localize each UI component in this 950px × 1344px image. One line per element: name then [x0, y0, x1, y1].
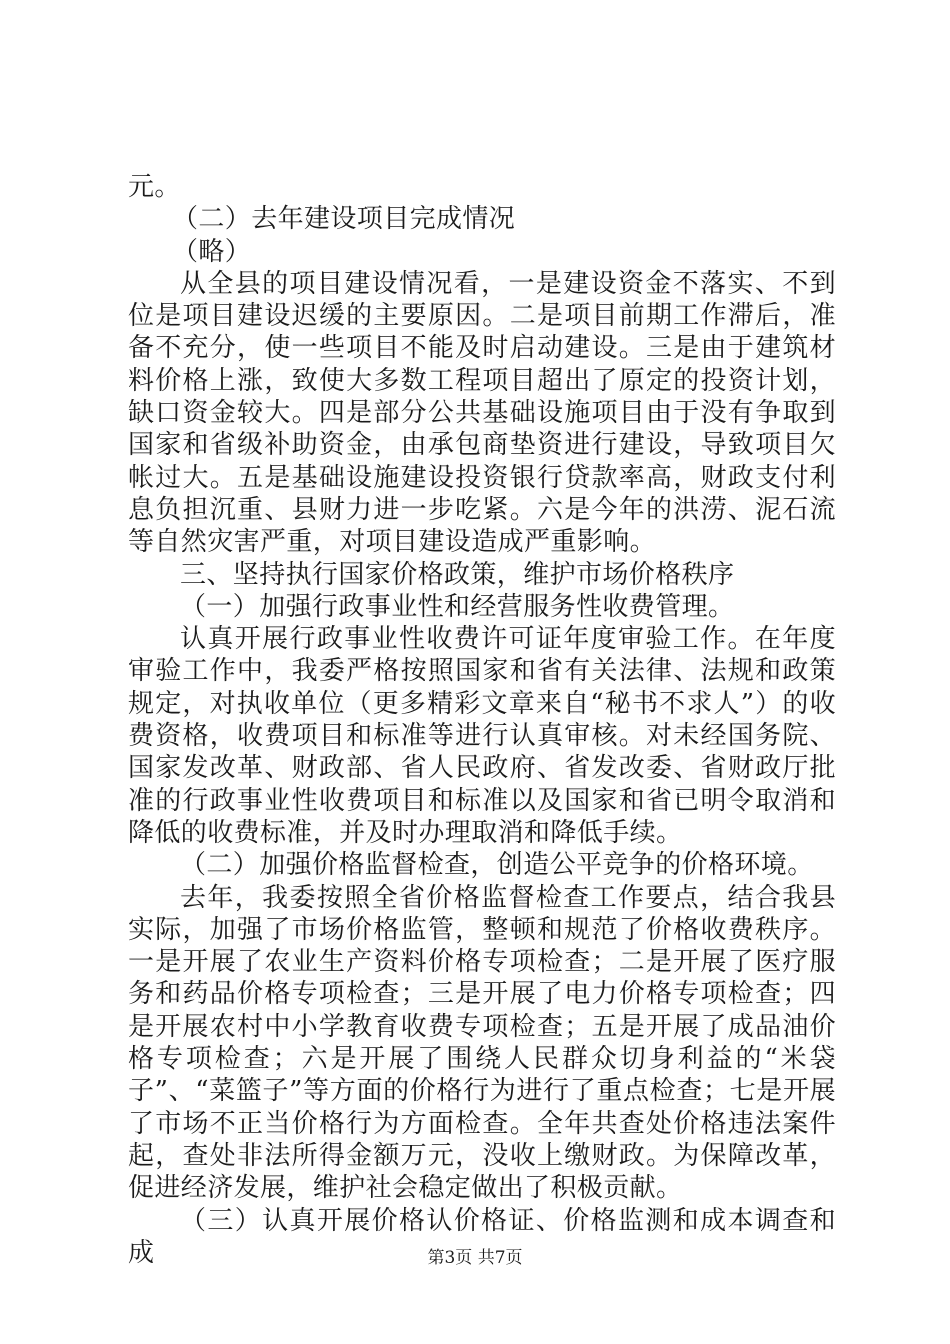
page-number-footer: 第3页 共7页: [427, 1248, 523, 1268]
paragraph-price-inspection: 去年，我委按照全省价格监督检查工作要点，结合我县实际，加强了市场价格监管，整顿和规范了价格收费秩序。一是开展了农业生产资料价格专项检查；二是开展了医疗服务和药品价格专项检查；三是开展了电力价格专项检查；四是开展农村中小学教育收费专项检查；五是开展了成品油价格专项检查；六是开展了围绕人民群众切身利益的“米袋子”、“菜篮子”等方面的价格行为进行了重点检查；七是开展了市场不正当价格行为方面检查。全年共查处价格违法案件起，查处非法所得金额万元，没收上缴财政。为保障改革，促进经济发展，维护社会稳定做出了积极贡献。: [128, 882, 836, 1204]
section-heading-price-policy: 三、坚持执行国家价格政策，维护市场价格秩序: [180, 559, 735, 590]
paragraph-continuation: 元。: [128, 172, 181, 202]
subsection-heading-fee-management: （一）加强行政事业性和经营服务性收费管理。: [180, 591, 735, 622]
section-heading-construction-projects: （二）去年建设项目完成情况: [172, 204, 516, 235]
subsection-heading-price-monitoring: （三）认真开展价格认价格证、价格监测和成本调查和成: [128, 1205, 836, 1268]
omitted-note: （略）: [172, 236, 252, 267]
subsection-heading-price-supervision: （二）加强价格监督检查，创造公平竞争的价格环境。: [180, 850, 814, 881]
paragraph-fee-review: 认真开展行政事业性收费许可证年度审验工作。在年度审验工作中，我委严格按照国家和省有关法律、法规和政策规定，对执收单位（更多精彩文章来自“秘书不求人”）的收费资格，收费项目和标准等进行认真审核。对未经国务院、国家发改革、财政部、省人民政府、省发改委、省财政厅批准的行政事业性收费项目和标准以及国家和省已明令取消和降低的收费标准，并及时办理取消和降低手续。: [128, 624, 836, 848]
document-body: [128, 171, 836, 1269]
paragraph-project-analysis: 从全县的项目建设情况看，一是建设资金不落实、不到位是项目建设迟缓的主要原因。二是项目前期工作滞后，准备不充分，使一些项目不能及时启动建设。三是由于建筑材料价格上涨，致使大多数工程项目超出了原定的投资计划，缺口资金较大。四是部分公共基础设施项目由于没有争取到国家和省级补助资金，由承包商垫资进行建设，导致项目欠帐过大。五是基础设施建设投资银行贷款率高，财政支付利息负担沉重、县财力进一步吃紧。六是今年的洪涝、泥石流等自然灾害严重，对项目建设造成严重影响。: [128, 268, 836, 558]
